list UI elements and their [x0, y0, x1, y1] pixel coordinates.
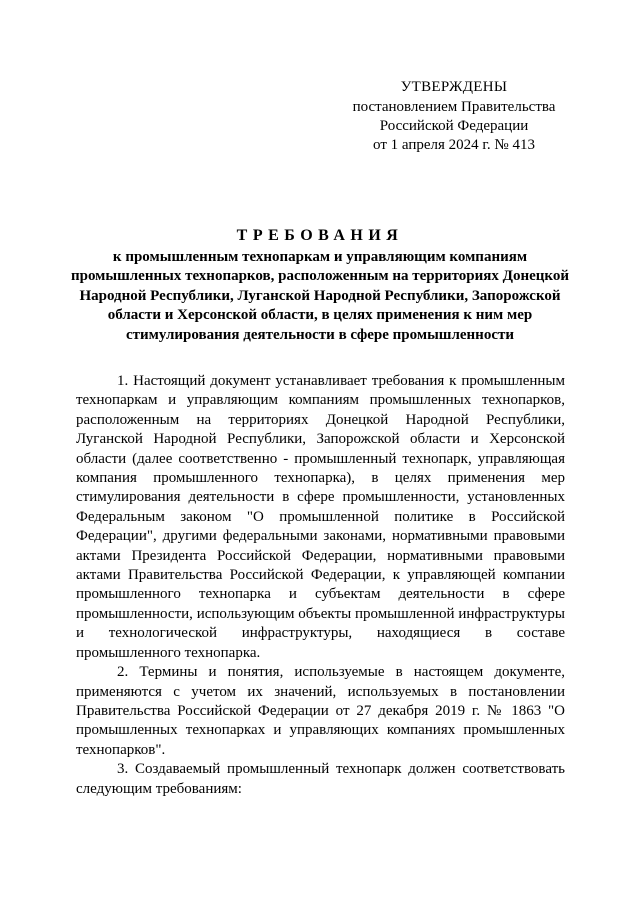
approval-line-2: Российской Федерации: [379, 118, 529, 134]
paragraph-2: 2. Термины и понятия, используемые в настоящем документе, применяются с учетом их значений, используемых в постановлении Правительства Российской Федерации от 27 декабря 2019 г. № 1863 "О промышленных технопарках и управляющих компаниях промышленных технопарков".: [76, 664, 565, 758]
approval-line-1: постановлением Правительства: [352, 99, 556, 115]
approval-heading: УТВЕРЖДЕНЫ: [400, 79, 508, 95]
document-title: ТРЕБОВАНИЯ: [236, 227, 404, 244]
paragraph-1: 1. Настоящий документ устанавливает требования к промышленным технопаркам и управляющим компаниям промышленных технопарков, расположенным на территориях Донецкой Народной Республики, Луганской Народной Республики, Запорожской области и Херсонской области (далее соответственно - промышленный технопарк, управляющая компания промышленного технопарка), в целях применения мер стимулирования деятельности в сфере промышленности, установленных Федеральным законом "О промышленной политике в Российской Федерации", другими федеральными законами, нормативными правовыми актами Президента Российской Федерации, нормативными правовыми актами Правительства Российской Федерации, к управляющей компании промышленного технопарка и субъектам деятельности в сфере промышленности, использующим объекты промышленной инфраструктуры и технологической инфраструктуры, находящиеся в составе промышленного технопарка.: [76, 373, 565, 661]
document-subtitle: к промышленным технопаркам и управляющим компаниям промышленных технопарков, расположенным на территориях Донецкой Народной Республики, Луганской Народной Республики, Запорожской области и Херсонской области, в целях применения к ним мер стимулирования деятельности в сфере промышленности: [70, 249, 570, 343]
paragraph-3: 3. Создаваемый промышленный технопарк должен соответствовать следующим требованиям:: [76, 761, 565, 797]
approval-block: [332, 78, 576, 155]
approval-line-3: от 1 апреля 2024 г. № 413: [373, 137, 535, 153]
document-body: [76, 372, 565, 799]
